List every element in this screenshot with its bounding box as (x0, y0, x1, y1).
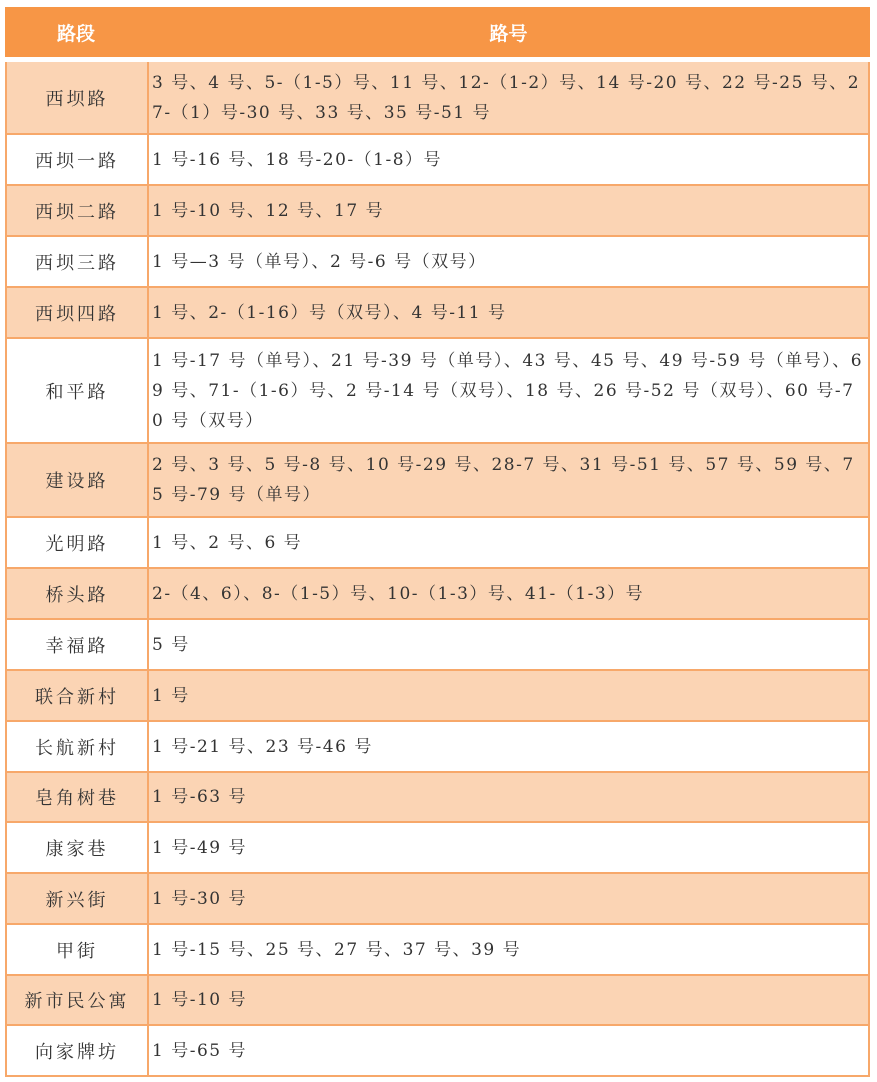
road-numbers-cell (149, 186, 868, 235)
road-numbers-cell (149, 518, 868, 567)
table-row (7, 720, 868, 771)
table-body (5, 62, 870, 1077)
table-row (7, 669, 868, 720)
road-name-cell: 甲街 (7, 925, 149, 974)
header-road-segment: 路段 (56, 22, 95, 45)
table-row (7, 184, 868, 235)
table-row (7, 923, 868, 974)
road-name-cell: 西坝四路 (7, 288, 149, 337)
table-row (7, 618, 868, 669)
table-row (7, 974, 868, 1024)
road-numbers-text: 1 号—3 号（单号）、2 号-6 号（双号） (152, 251, 487, 272)
table-row (7, 235, 868, 286)
road-name-cell: 新兴街 (7, 874, 149, 923)
road-name-cell: 西坝二路 (7, 186, 149, 235)
road-numbers-text: 1 号-10 号、12 号、17 号 (152, 200, 385, 221)
road-numbers-text: 1 号、2-（1-16）号（双号）、4 号-11 号 (152, 302, 507, 323)
table-row (7, 516, 868, 567)
table-row (7, 337, 868, 442)
table-header (5, 7, 870, 62)
road-numbers-cell (149, 925, 868, 974)
road-numbers-cell (149, 237, 868, 286)
road-numbers-text: 1 号 (152, 685, 190, 706)
road-numbers-cell (149, 620, 868, 669)
road-numbers-cell (149, 288, 868, 337)
road-number-table (5, 7, 870, 1077)
road-numbers-text: 1 号-49 号 (152, 837, 247, 858)
road-numbers-cell (149, 874, 868, 923)
road-numbers-text: 1 号、2 号、6 号 (152, 532, 303, 553)
table-row (7, 771, 868, 821)
road-numbers-cell (149, 823, 868, 872)
road-name-cell: 向家牌坊 (7, 1026, 149, 1075)
road-numbers-text: 1 号-15 号、25 号、27 号、37 号、39 号 (152, 939, 522, 960)
road-numbers-cell (149, 444, 868, 516)
road-numbers-text: 1 号-63 号 (152, 787, 247, 807)
road-name-cell: 康家巷 (7, 823, 149, 872)
road-name-cell: 和平路 (7, 339, 149, 442)
road-name-cell: 桥头路 (7, 569, 149, 618)
road-numbers-cell (149, 62, 868, 133)
road-numbers-text: 1 号-16 号、18 号-20-（1-8）号 (152, 149, 443, 170)
road-name-cell: 建设路 (7, 444, 149, 516)
road-numbers-text: 2 号、3 号、5 号-8 号、10 号-29 号、28-7 号、31 号-51 号、57 号、59 号、75 号-79 号（单号） (152, 455, 855, 505)
road-name-cell: 皂角树巷 (7, 773, 149, 821)
road-name-cell: 西坝三路 (7, 237, 149, 286)
road-numbers-cell (149, 569, 868, 618)
table-row (7, 133, 868, 184)
table-row (7, 821, 868, 872)
road-numbers-text: 1 号-21 号、23 号-46 号 (152, 736, 373, 757)
road-numbers-text: 1 号-17 号（单号）、21 号-39 号（单号）、43 号、45 号、49 号-59 号（单号）、69 号、71-（1-6）号、2 号-14 号（双号）、18 号、26 号-52 号（双号）、60 号-70 号（双号） (152, 350, 864, 431)
road-numbers-text: 1 号-30 号 (152, 888, 247, 909)
header-road-number: 路号 (489, 22, 528, 45)
road-name-cell: 幸福路 (7, 620, 149, 669)
road-numbers-text: 1 号-10 号 (152, 990, 247, 1010)
road-name-cell: 西坝一路 (7, 135, 149, 184)
road-numbers-cell (149, 339, 868, 442)
table-row (7, 286, 868, 337)
road-numbers-text: 5 号 (152, 634, 190, 655)
road-numbers-cell (149, 1026, 868, 1075)
road-numbers-cell (149, 773, 868, 821)
table-row (7, 62, 868, 133)
road-name-cell: 长航新村 (7, 722, 149, 771)
table-row (7, 872, 868, 923)
table-row (7, 567, 868, 618)
road-name-cell: 联合新村 (7, 671, 149, 720)
road-numbers-text: 2-（4、6）、8-（1-5）号、10-（1-3）号、41-（1-3）号 (152, 583, 645, 604)
road-numbers-cell (149, 976, 868, 1024)
road-name-cell: 新市民公寓 (7, 976, 149, 1024)
table-row (7, 1024, 868, 1075)
road-numbers-cell (149, 671, 868, 720)
road-name-cell: 西坝路 (7, 62, 149, 133)
road-name-cell: 光明路 (7, 518, 149, 567)
road-numbers-cell (149, 135, 868, 184)
table-row (7, 442, 868, 516)
road-numbers-text: 1 号-65 号 (152, 1040, 247, 1061)
road-numbers-text: 3 号、4 号、5-（1-5）号、11 号、12-（1-2）号、14 号-20 号、22 号-25 号、27-（1）号-30 号、33 号、35 号-51 号 (152, 72, 861, 123)
road-numbers-cell (149, 722, 868, 771)
